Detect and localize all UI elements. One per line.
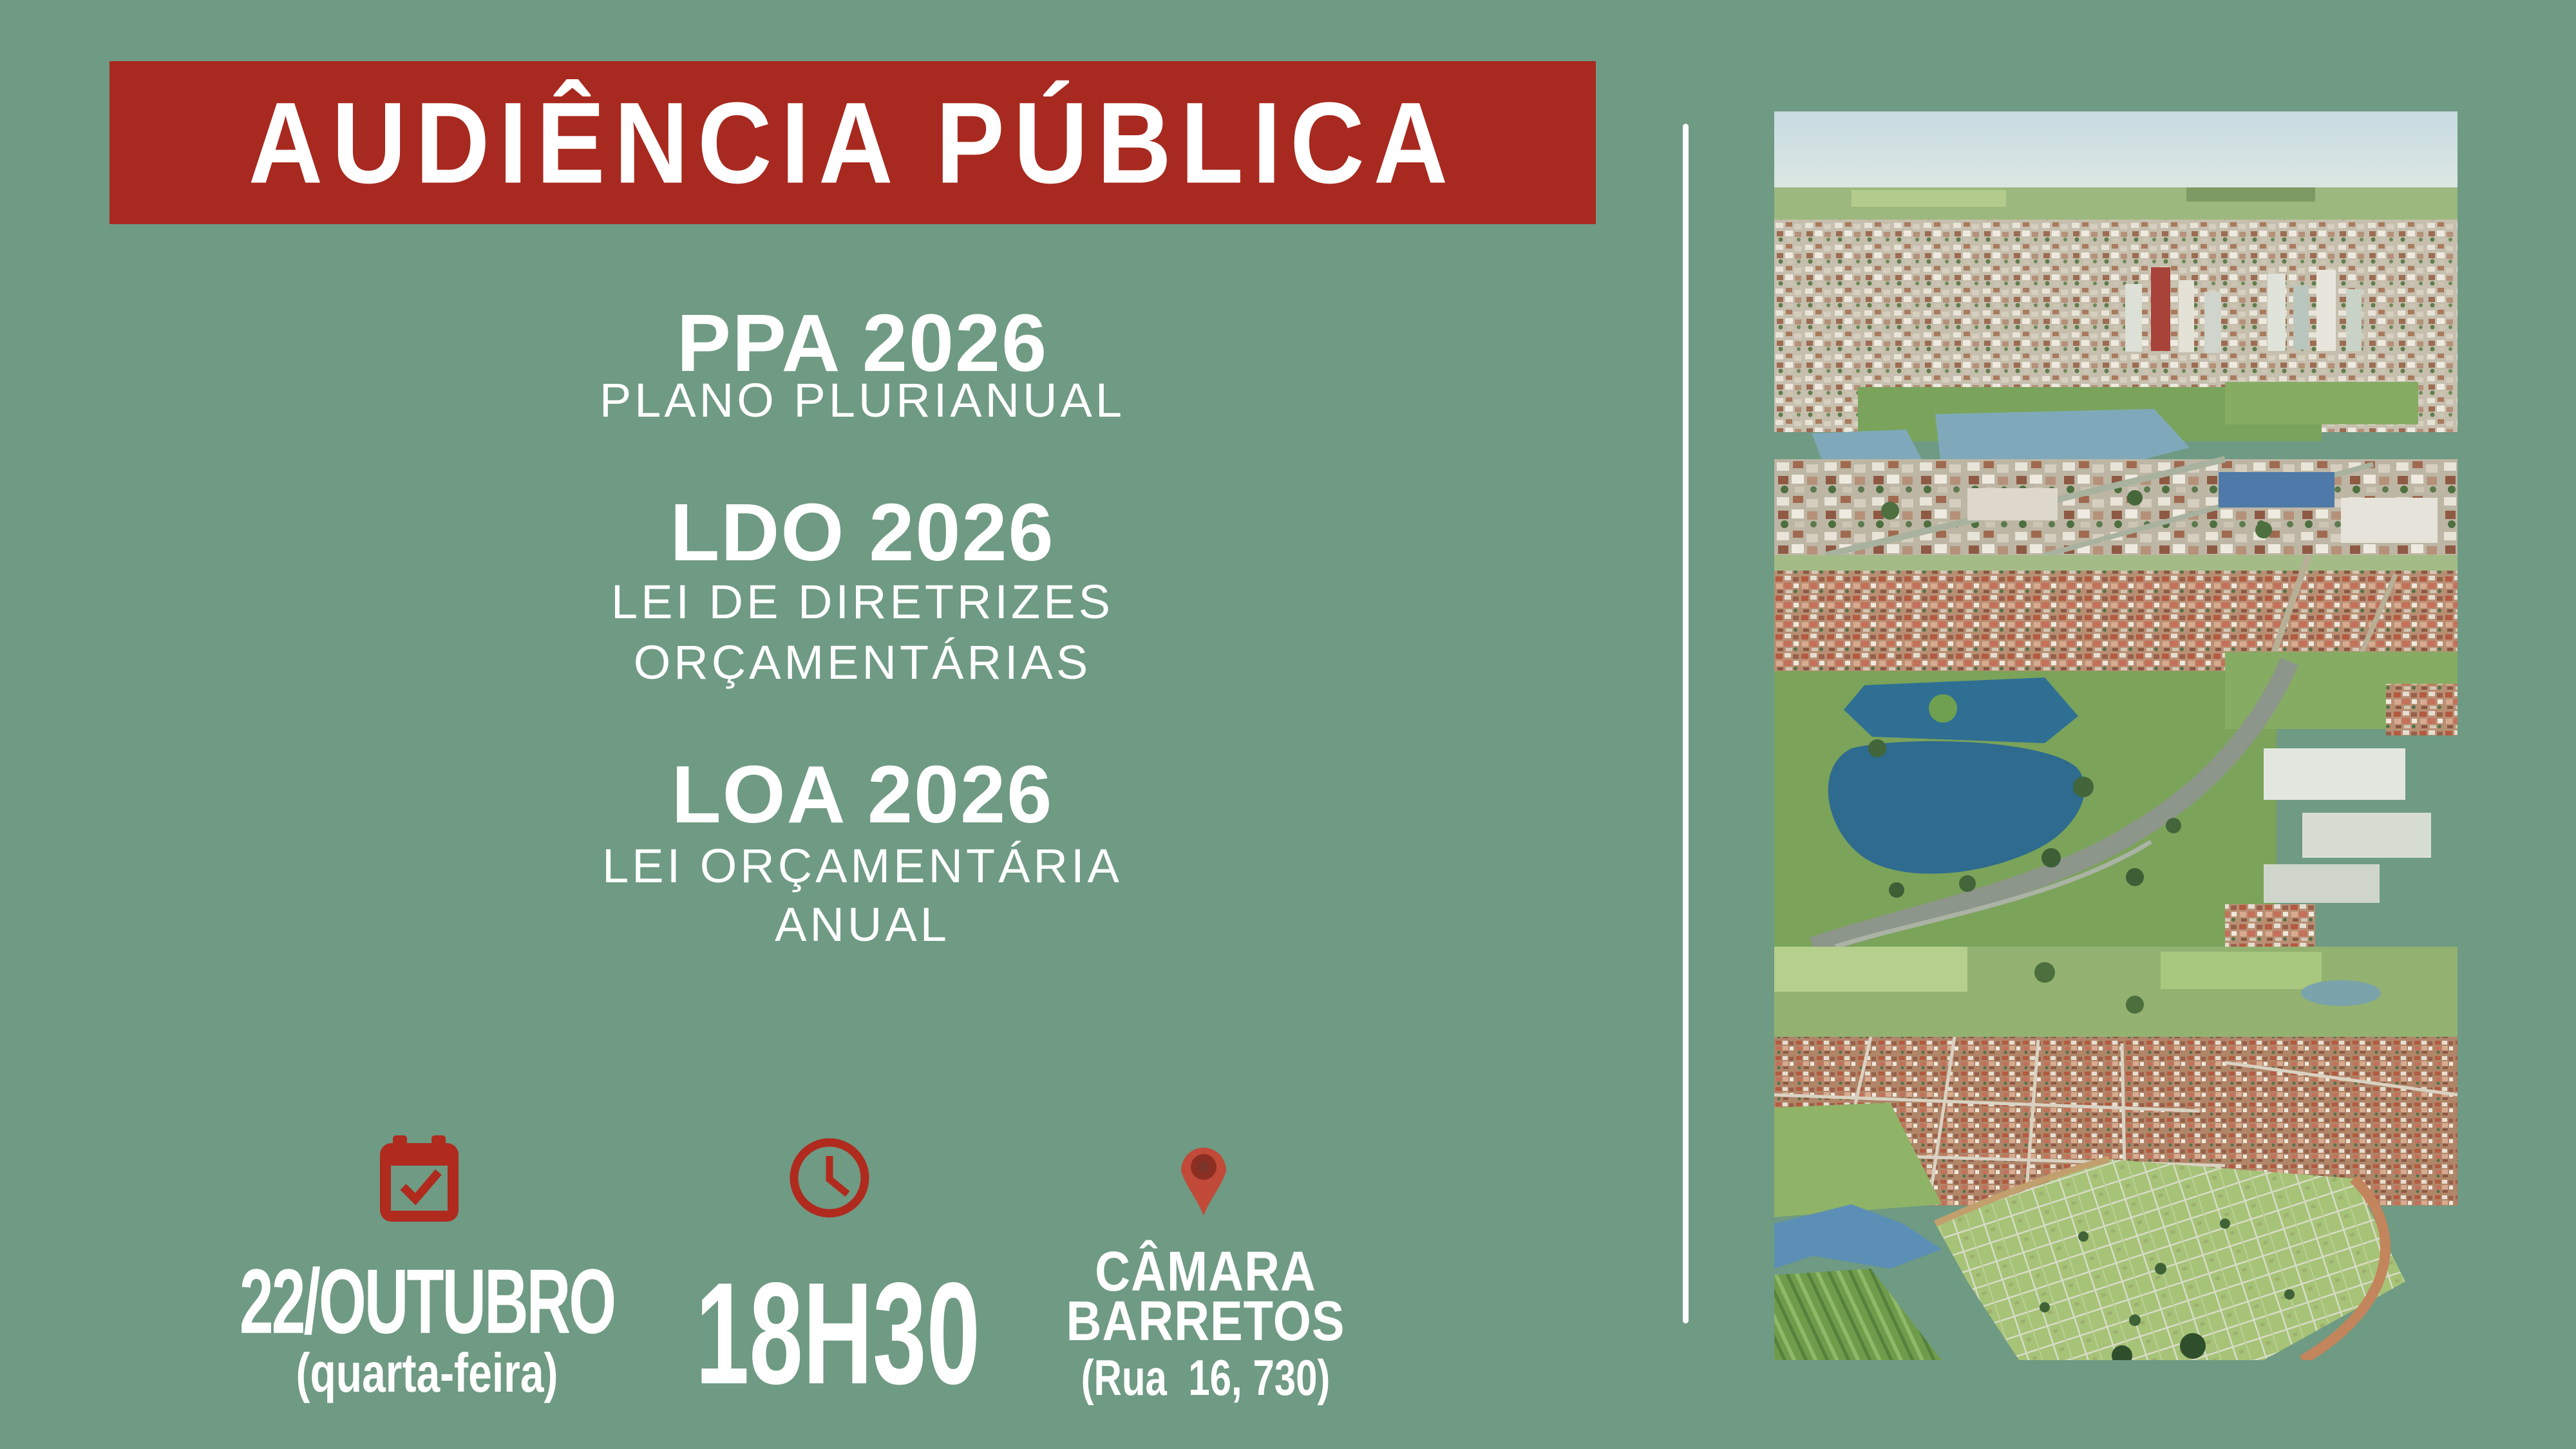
program-loa-code: LOA 2026: [671, 749, 1054, 840]
event-date: 22/OUTUBRO: [239, 1251, 615, 1354]
program-ldo-code: LDO 2026: [670, 487, 1055, 578]
event-weekday: (quarta-feira): [296, 1341, 558, 1404]
program-ppa-code: PPA 2026: [676, 298, 1048, 388]
event-time: 18H30: [695, 1252, 981, 1414]
poster-title: AUDIÊNCIA PÚBLICA: [248, 77, 1457, 207]
program-loa-desc-line1: LEI ORÇAMENTÁRIA: [602, 839, 1122, 893]
venue-name-line1: CÂMARA: [1095, 1240, 1316, 1303]
title-banner: [109, 61, 1596, 224]
program-ldo-desc-line1: LEI DE DIRETRIZES: [611, 575, 1113, 629]
program-loa-desc-line2: ANUAL: [775, 898, 950, 951]
venue-address: (Rua 16, 730): [1081, 1349, 1331, 1406]
aerial-photo-town-subdivision: [1774, 947, 2458, 1360]
divider-line: [1683, 124, 1689, 1323]
location-pin-icon: [1179, 1139, 1229, 1216]
calendar-check-icon: [380, 1135, 459, 1222]
program-ppa-desc: PLANO PLURIANUAL: [599, 374, 1126, 427]
aerial-photo-city-panorama: [1774, 111, 2458, 555]
program-ldo-desc-line2: ORÇAMENTÁRIAS: [633, 636, 1092, 689]
venue-name-line2: BARRETOS: [1066, 1289, 1345, 1353]
clock-icon: [790, 1138, 869, 1218]
aerial-photo-lake-park: [1774, 555, 2458, 947]
